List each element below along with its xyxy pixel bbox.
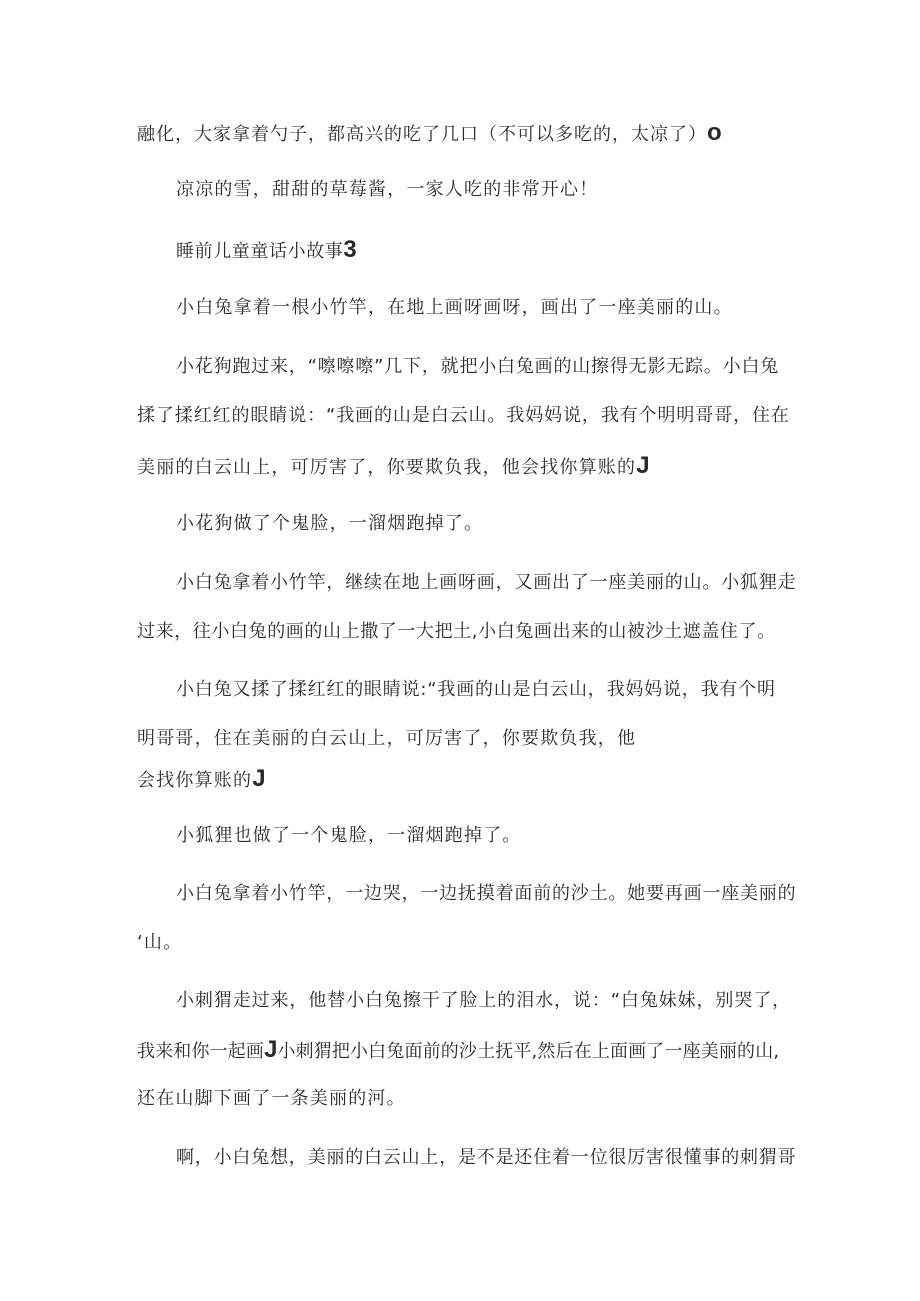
line-text: 凉凉的雪，甜甜的草莓酱，一家人吃的非常开心！ [176, 179, 599, 200]
line-text: 会找你算账的 [137, 770, 253, 791]
line-text: 小白兔又揉了揉红红的眼睛说:“我画的山是白云山，我妈妈说，我有个明 [176, 679, 776, 700]
line-text: 美丽的白云山上，可厉害了，你要欺负我，他会找你算账的 [137, 457, 637, 478]
line-text: 小白兔拿着小竹竿，一边哭，一边抚摸着面前的沙土。她要再画一座美丽的 [176, 883, 797, 904]
line-text: 小花狗跑过来，“嚓嚓嚓”几下，就把小白兔画的山擦得无影无踪。小白兔 [176, 356, 780, 377]
line-text: 小白兔拿着一根小竹竿，在地上画呀画呀，画出了一座美丽的山。 [176, 297, 733, 318]
paragraph-line [137, 454, 650, 480]
paragraph-line [176, 296, 733, 320]
paragraph-line [176, 571, 796, 595]
paragraph-line [137, 620, 776, 644]
line-text: 小刺猬走过来，他替小白兔擦干了脸上的泪水，说：“白兔妹妹，别哭了， [176, 990, 792, 1011]
line-text: 还在山脚下画了一条美丽的河。 [137, 1088, 406, 1109]
paragraph-line [137, 404, 790, 428]
line-tail: J [636, 452, 650, 479]
line-text: 明哥哥，住在美丽的白云山上，可厉害了，你要欺负我，他 [137, 728, 637, 749]
line-text: 我来和你一起画 [137, 1041, 265, 1062]
line-text: 融化，大家拿着勺子，都高兴的吃了几口（不可以多吃的，太凉了） [137, 124, 707, 145]
paragraph-line [176, 178, 598, 202]
line-text: 啊，小白兔想，美丽的白云山上，是不是还住着一位很厉害很懂事的刺猬哥 [176, 1147, 797, 1168]
line-text: 小花狗做了个鬼脸，一溜烟跑掉了。 [176, 513, 484, 534]
paragraph-line [176, 882, 796, 906]
heading-number: 3 [343, 236, 357, 263]
paragraph-line [176, 1146, 796, 1170]
line-text: ‘山。 [137, 932, 183, 953]
paragraph-line [137, 121, 722, 147]
line-tail: o [707, 119, 722, 146]
line-text: 小狐狸也做了一个鬼脸，一溜烟跑掉了。 [176, 825, 522, 846]
line-text-rest: 小刺猬把小白兔面前的沙土抚平,然后在上面画了一座美丽的山, [277, 1041, 780, 1062]
section-heading [176, 238, 357, 264]
line-mark: J [264, 1036, 278, 1063]
heading-text: 睡前儿童童话小故事 [176, 241, 344, 262]
line-text: 过来，往小白兔的画的山上撒了一大把土,小白兔画出来的山被沙土遮盖住了。 [137, 621, 776, 642]
paragraph-line [137, 767, 266, 793]
paragraph-line [176, 989, 791, 1013]
paragraph-line [137, 1087, 406, 1111]
paragraph-line [137, 1038, 779, 1064]
line-tail: J [252, 765, 266, 792]
paragraph-line [137, 931, 182, 955]
paragraph-line [176, 678, 776, 702]
line-text: 小白兔拿着小竹竿，继续在地上画呀画，又画出了一座美丽的山。小狐狸走 [176, 572, 797, 593]
line-text: 揉了揉红红的眼睛说：“我画的山是白云山。我妈妈说，我有个明明哥哥，住在 [137, 405, 790, 426]
paragraph-line [176, 824, 522, 848]
paragraph-line [176, 355, 779, 379]
paragraph-line [137, 727, 636, 751]
paragraph-line [176, 512, 483, 536]
